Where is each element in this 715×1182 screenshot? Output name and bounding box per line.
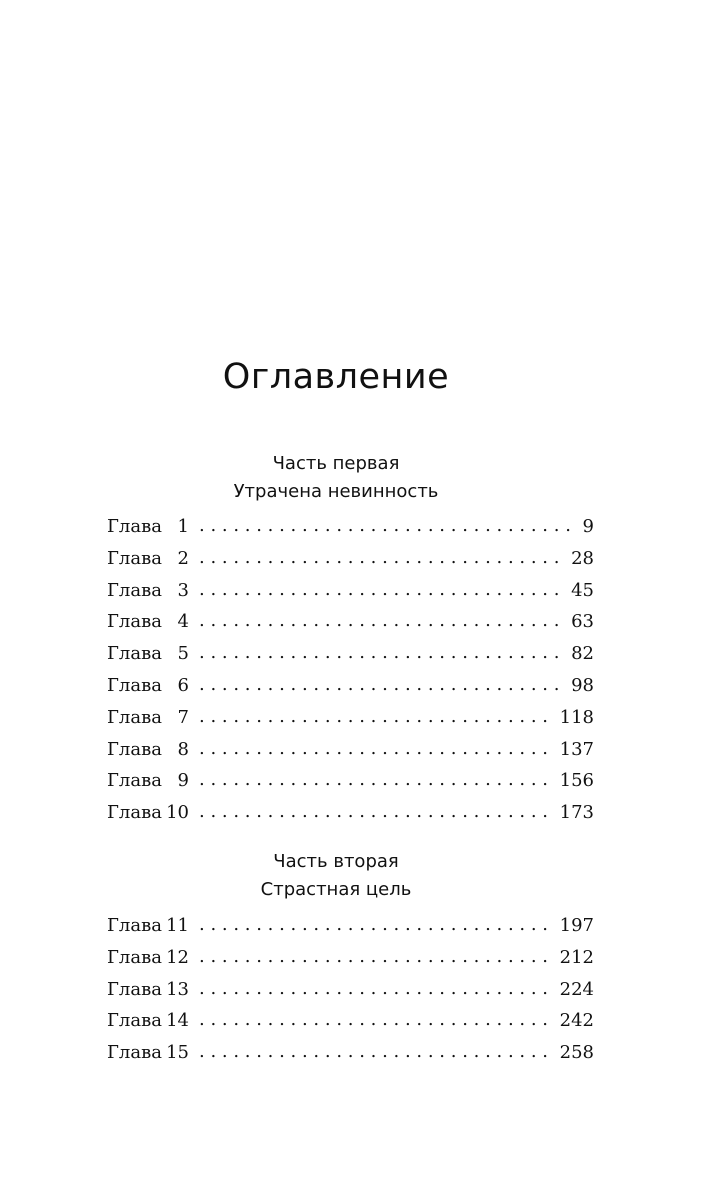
page-number: 63 (571, 611, 594, 633)
chapter-number: 11 (166, 915, 189, 936)
page-number: 45 (571, 579, 594, 601)
chapter-word: Глава (107, 643, 162, 665)
toc-entry (107, 702, 594, 734)
part-subtitle: Утрачена невинность (233, 481, 439, 502)
toc-entry (107, 606, 594, 638)
page-number: 258 (559, 1042, 594, 1064)
dot-leader (199, 574, 565, 606)
chapter-number: 9 (177, 770, 189, 792)
chapter-word: Глава (107, 579, 162, 601)
dot-leader (199, 909, 554, 941)
dot-leader (199, 941, 554, 973)
dot-leader (199, 1004, 554, 1036)
chapter-number: 13 (166, 978, 189, 1000)
toc-entry (107, 511, 594, 543)
toc-entry (107, 1037, 594, 1069)
page-number: 28 (571, 547, 594, 569)
chapter-word: Глава (107, 706, 162, 728)
page-number: 82 (571, 643, 594, 665)
page-number: 242 (559, 1010, 594, 1032)
chapter-number: 10 (166, 802, 189, 824)
toc-entry (107, 765, 594, 797)
chapter-number: 12 (166, 946, 189, 968)
dot-leader (199, 764, 554, 796)
dot-leader (199, 605, 565, 637)
chapter-word: Глава (107, 674, 162, 696)
chapter-word: Глава (107, 1042, 162, 1064)
chapter-number: 15 (166, 1042, 189, 1064)
dot-leader (199, 701, 554, 733)
part-label: Часть первая (272, 453, 400, 474)
page-number: 9 (582, 516, 594, 537)
chapter-number: 4 (177, 611, 189, 633)
toc-list (107, 910, 594, 1069)
toc-entry (107, 670, 594, 702)
part-heading (0, 848, 672, 904)
chapter-number: 14 (166, 1010, 189, 1032)
dot-leader (199, 1036, 554, 1068)
page-number: 137 (559, 738, 594, 760)
chapter-number: 2 (177, 547, 189, 569)
page-number: 197 (559, 915, 594, 936)
chapter-word: Глава (107, 516, 162, 537)
page-number: 156 (559, 770, 594, 792)
chapter-word: Глава (107, 547, 162, 569)
toc-entry (107, 638, 594, 670)
dot-leader (199, 796, 554, 828)
chapter-word: Глава (107, 770, 162, 792)
page-number: 98 (571, 674, 594, 696)
page-number: 224 (559, 978, 594, 1000)
chapter-number: 8 (177, 738, 189, 760)
chapter-word: Глава (107, 946, 162, 968)
page-title: Оглавление (222, 357, 450, 397)
page-number: 118 (559, 706, 594, 728)
dot-leader (199, 637, 565, 669)
dot-leader (199, 510, 577, 542)
chapter-word: Глава (107, 738, 162, 760)
part-heading (0, 450, 672, 506)
toc-entry (107, 543, 594, 575)
dot-leader (199, 669, 565, 701)
toc-entry (107, 942, 594, 974)
page-number: 212 (559, 946, 594, 968)
chapter-word: Глава (107, 915, 162, 936)
part-subtitle: Страстная цель (260, 879, 412, 900)
chapter-number: 7 (177, 706, 189, 728)
toc-entry (107, 734, 594, 766)
dot-leader (199, 542, 565, 574)
dot-leader (199, 973, 554, 1005)
toc-entry (107, 974, 594, 1006)
chapter-number: 3 (177, 579, 189, 601)
chapter-word: Глава (107, 611, 162, 633)
chapter-word: Глава (107, 802, 162, 824)
dot-leader (199, 733, 554, 765)
toc-list (107, 511, 594, 829)
page-number: 173 (559, 802, 594, 824)
part-label: Часть вторая (273, 851, 399, 872)
toc-entry (107, 910, 594, 942)
chapter-number: 1 (177, 516, 189, 537)
toc-entry (107, 575, 594, 607)
chapter-number: 5 (177, 643, 189, 665)
chapter-word: Глава (107, 1010, 162, 1032)
toc-entry (107, 1005, 594, 1037)
toc-entry (107, 797, 594, 829)
chapter-word: Глава (107, 978, 162, 1000)
chapter-number: 6 (177, 674, 189, 696)
